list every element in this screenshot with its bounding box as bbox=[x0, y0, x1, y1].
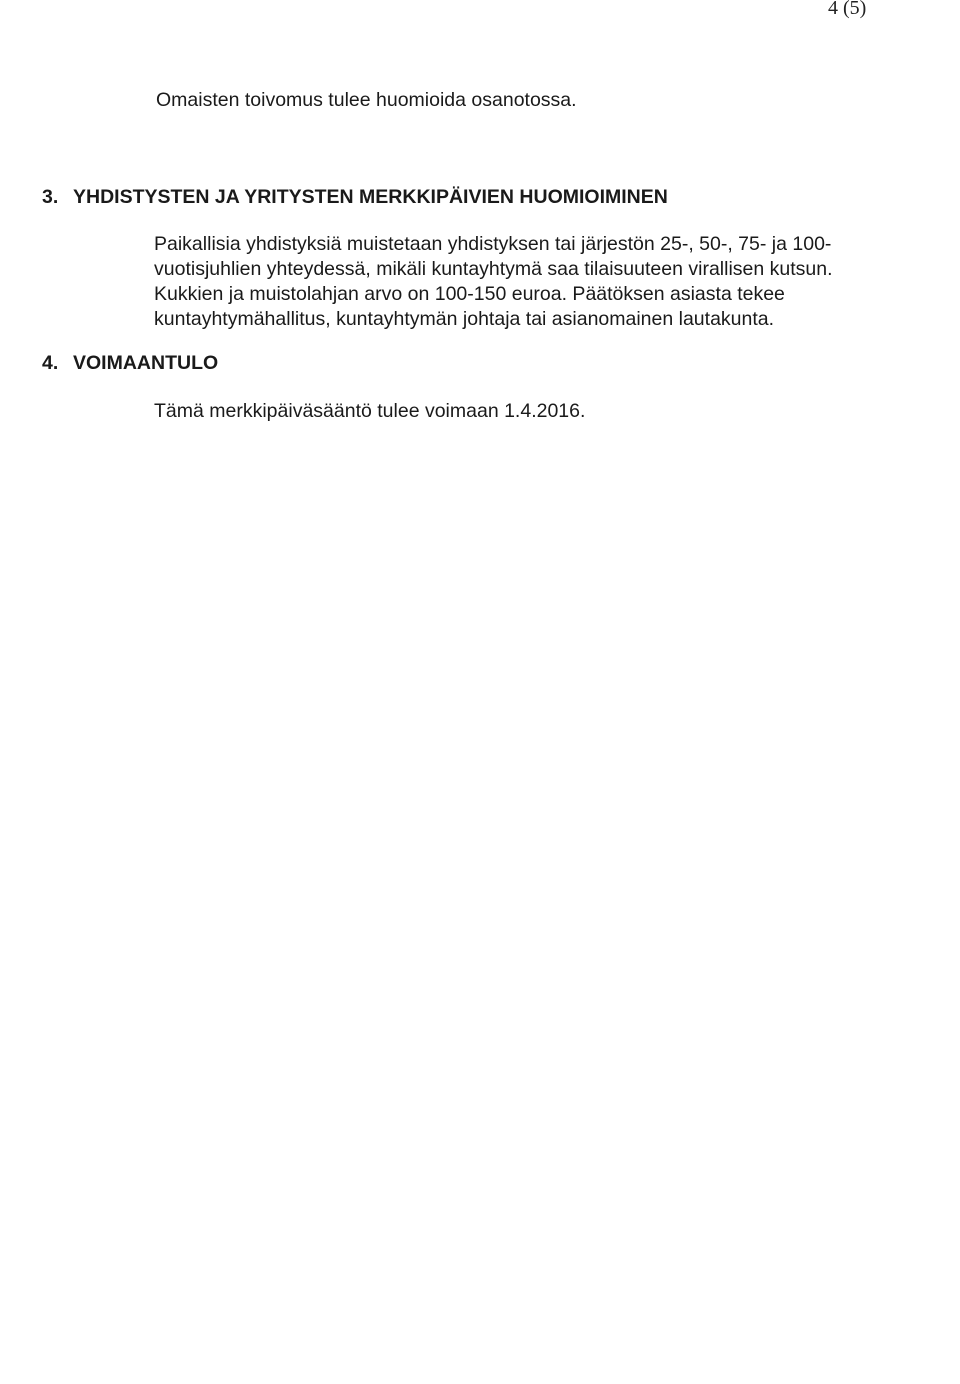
section-4-body: Tämä merkkipäiväsääntö tulee voimaan 1.4.2016. bbox=[154, 400, 586, 422]
section-3-line: Kukkien ja muistolahjan arvo on 100-150 euroa. Päätöksen asiasta tekee bbox=[154, 283, 785, 305]
section-4-title: VOIMAANTULO bbox=[73, 352, 219, 374]
section-3-title: YHDISTYSTEN JA YRITYSTEN MERKKIPÄIVIEN HUOMIOIMINEN bbox=[73, 186, 668, 208]
section-4-heading bbox=[42, 351, 218, 376]
section-3-body bbox=[154, 232, 833, 332]
page-number: 4 (5) bbox=[828, 0, 867, 19]
intro-paragraph: Omaisten toivomus tulee huomioida osanotossa. bbox=[156, 89, 577, 111]
section-4-number: 4. bbox=[42, 352, 59, 374]
section-3-heading bbox=[42, 185, 668, 210]
section-3-line: Paikallisia yhdistyksiä muistetaan yhdistyksen tai järjestön 25-, 50-, 75- ja 100- bbox=[154, 233, 832, 255]
section-3-line: kuntayhtymähallitus, kuntayhtymän johtaja tai asianomainen lautakunta. bbox=[154, 308, 775, 330]
section-3-number: 3. bbox=[42, 186, 59, 208]
section-3-line: vuotisjuhlien yhteydessä, mikäli kuntayhtymä saa tilaisuuteen virallisen kutsun. bbox=[154, 258, 833, 280]
